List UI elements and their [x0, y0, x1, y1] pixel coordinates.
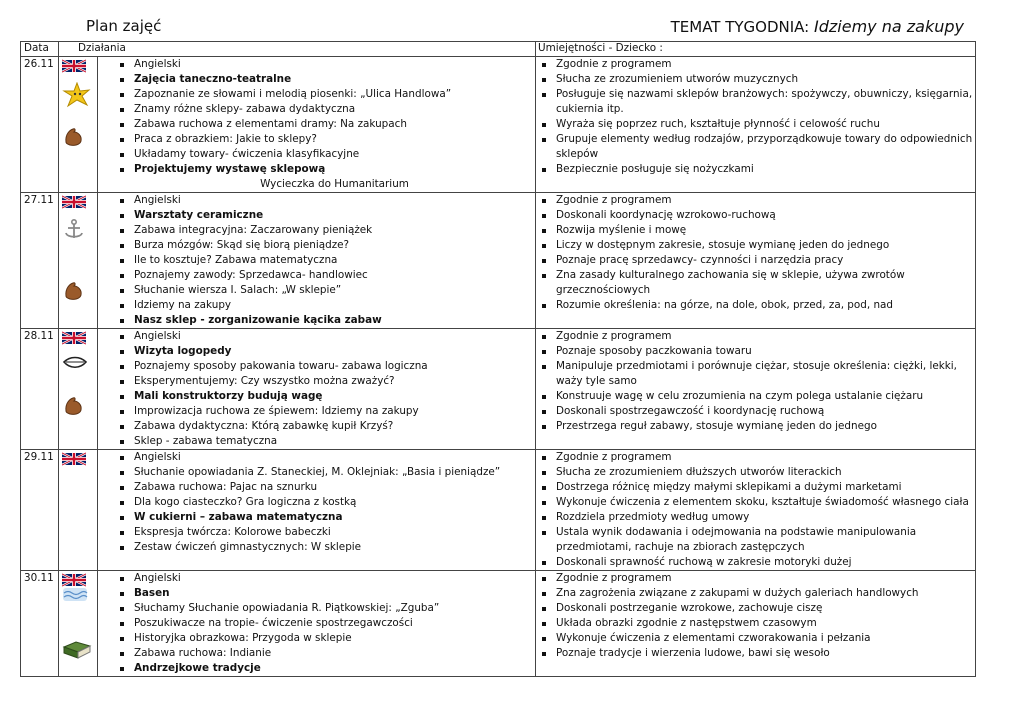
water-icon: [62, 585, 88, 603]
day-activities: [98, 450, 536, 571]
activity-item: Eksperymentujemy: Czy wszystko można zważyć?: [134, 374, 535, 389]
day-icons: [59, 193, 98, 329]
hand-icon: [62, 124, 86, 148]
skill-item: Manipuluje przedmiotami i porównuje ciężar, stosuje określenia: ciężki, lekki, waży tyle samo: [556, 359, 975, 389]
anchor-icon: [62, 218, 86, 242]
activity-item: Sklep - zabawa tematyczna: [134, 434, 535, 449]
skill-list: [536, 450, 975, 570]
skill-item: Konstruuje wagę w celu zrozumienia na czym polega ustalanie ciężaru: [556, 389, 975, 404]
col-header-activities: Działania: [59, 42, 536, 57]
week-theme: [671, 17, 964, 36]
skill-item: Dostrzega różnicę między małymi sklepikami a dużymi marketami: [556, 480, 975, 495]
skill-item: Słucha ze zrozumieniem utworów muzycznych: [556, 72, 975, 87]
skill-item: Bezpiecznie posługuje się nożyczkami: [556, 162, 975, 177]
day-row: [21, 571, 976, 677]
activity-item: Zabawa integracyjna: Zaczarowany pieniążek: [134, 223, 535, 238]
skill-item: Poznaje tradycje i wierzenia ludowe, bawi się wesoło: [556, 646, 975, 661]
skill-item: Posługuje się nazwami sklepów branżowych: spożywczy, obuwniczy, księgarnia, cukiernia itp.: [556, 87, 975, 117]
skill-item: Doskonali spostrzegawczość i koordynację ruchową: [556, 404, 975, 419]
skill-item: Zgodnie z programem: [556, 193, 975, 208]
activity-item: Zabawa ruchowa: Pajac na sznurku: [134, 480, 535, 495]
day-skills: [536, 450, 976, 571]
activity-item: Znamy różne sklepy- zabawa dydaktyczna: [134, 102, 535, 117]
skill-item: Zgodnie z programem: [556, 329, 975, 344]
dancing-star-icon: [62, 82, 92, 108]
activity-list: [98, 57, 535, 192]
activity-item: Ile to kosztuje? Zabawa matematyczna: [134, 253, 535, 268]
uk-flag-icon: [62, 195, 86, 209]
skill-list: [536, 571, 975, 661]
uk-flag-icon: [62, 452, 86, 466]
activity-item: Zabawa ruchowa: Indianie: [134, 646, 535, 661]
skill-item: Zgodnie z programem: [556, 57, 975, 72]
skill-item: Wykonuje ćwiczenia z elementami czworakowania i pełzania: [556, 631, 975, 646]
book-icon: [62, 639, 92, 661]
activity-item: Zestaw ćwiczeń gimnastycznych: W sklepie: [134, 540, 535, 555]
skill-item: Grupuje elementy według rodzajów, przyporządkowuje towary do odpowiednich sklepów: [556, 132, 975, 162]
activity-item: Nasz sklep - zorganizowanie kącika zabaw: [134, 313, 535, 328]
col-header-skills: Umiejętności - Dziecko :: [536, 42, 976, 57]
plan-label: Plan zajęć: [86, 17, 162, 35]
activity-item: Poznajemy sposoby pakowania towaru- zabawa logiczna: [134, 359, 535, 374]
activity-item: Słuchanie wiersza I. Salach: „W sklepie”: [134, 283, 535, 298]
activity-item: Układamy towary- ćwiczenia klasyfikacyjne: [134, 147, 535, 162]
skill-item: Układa obrazki zgodnie z następstwem czasowym: [556, 616, 975, 631]
activity-item: Projektujemy wystawę sklepową: [134, 162, 535, 177]
activity-item: Angielski: [134, 329, 535, 344]
activity-item: Mali konstruktorzy budują wagę: [134, 389, 535, 404]
skill-item: Przestrzega reguł zabawy, stosuje wymianę jeden do jednego: [556, 419, 975, 434]
activity-item: Angielski: [134, 450, 535, 465]
header-row: [21, 42, 976, 57]
activity-item: Zapoznanie ze słowami i melodią piosenki: „Ulica Handlowa”: [134, 87, 535, 102]
skill-item: Rozumie określenia: na górze, na dole, obok, przed, za, pod, nad: [556, 298, 975, 313]
activity-extra: Wycieczka do Humanitarium: [260, 178, 409, 190]
day-skills: [536, 57, 976, 193]
weekly-plan-table: [20, 41, 976, 677]
day-row: [21, 450, 976, 571]
uk-flag-icon: [62, 59, 86, 73]
activity-item: Zabawa dydaktyczna: Którą zabawkę kupił Krzyś?: [134, 419, 535, 434]
col-header-date: Data: [21, 42, 59, 57]
activity-item: Wizyta logopedy: [134, 344, 535, 359]
activity-item: W cukierni – zabawa matematyczna: [134, 510, 535, 525]
skill-item: Poznaje pracę sprzedawcy- czynności i narzędzia pracy: [556, 253, 975, 268]
skill-item: Zna zasady kulturalnego zachowania się w sklepie, używa zwrotów grzecznościowych: [556, 268, 975, 298]
day-skills: [536, 329, 976, 450]
mouth-icon: [62, 354, 88, 372]
activity-item: Andrzejkowe tradycje: [134, 661, 535, 676]
day-date: 28.11: [21, 329, 59, 450]
skill-list: [536, 193, 975, 313]
day-icons: [59, 329, 98, 450]
skill-item: Zgodnie z programem: [556, 450, 975, 465]
day-activities: [98, 329, 536, 450]
hand-icon: [62, 278, 86, 302]
skill-item: Słucha ze zrozumieniem dłuższych utworów literackich: [556, 465, 975, 480]
activity-item: Burza mózgów: Skąd się biorą pieniądze?: [134, 238, 535, 253]
day-row: [21, 193, 976, 329]
activity-item: Warsztaty ceramiczne: [134, 208, 535, 223]
activity-item: Improwizacja ruchowa ze śpiewem: Idziemy na zakupy: [134, 404, 535, 419]
activity-item: Historyjka obrazkowa: Przygoda w sklepie: [134, 631, 535, 646]
skill-item: Rozdziela przedmioty według umowy: [556, 510, 975, 525]
activity-item: Praca z obrazkiem: Jakie to sklepy?: [134, 132, 535, 147]
skill-item: Doskonali postrzeganie wzrokowe, zachowuje ciszę: [556, 601, 975, 616]
day-icons: [59, 571, 98, 677]
activity-item: Ekspresja twórcza: Kolorowe babeczki: [134, 525, 535, 540]
skill-list: [536, 57, 975, 177]
day-activities: [98, 57, 536, 193]
skill-item: Rozwija myślenie i mowę: [556, 223, 975, 238]
uk-flag-icon: [62, 331, 86, 345]
day-date: 29.11: [21, 450, 59, 571]
day-row: [21, 57, 976, 193]
activity-list: [98, 571, 535, 676]
day-icons: [59, 450, 98, 571]
activity-list: [98, 193, 535, 328]
skill-item: Poznaje sposoby paczkowania towaru: [556, 344, 975, 359]
day-skills: [536, 193, 976, 329]
skill-item: Doskonali sprawność ruchową w zakresie motoryki dużej: [556, 555, 975, 570]
skill-list: [536, 329, 975, 434]
activity-item: Dla kogo ciasteczko? Gra logiczna z kostką: [134, 495, 535, 510]
activity-item: Idziemy na zakupy: [134, 298, 535, 313]
skill-item: Wyraża się poprzez ruch, kształtuje płynność i celowość ruchu: [556, 117, 975, 132]
theme-title: Idziemy na zakupy: [814, 17, 964, 36]
skill-item: Zna zagrożenia związane z zakupami w dużych galeriach handlowych: [556, 586, 975, 601]
skill-item: Doskonali koordynację wzrokowo-ruchową: [556, 208, 975, 223]
skill-item: Zgodnie z programem: [556, 571, 975, 586]
activity-item: Angielski: [134, 571, 535, 586]
activity-item: Angielski: [134, 193, 535, 208]
activity-item: Poznajemy zawody: Sprzedawca- handlowiec: [134, 268, 535, 283]
skill-item: Ustala wynik dodawania i odejmowania na podstawie manipulowania przedmiotami, rachuje na zbiorach zastępczych: [556, 525, 975, 555]
day-date: 27.11: [21, 193, 59, 329]
activity-item: Zabawa ruchowa z elementami dramy: Na zakupach: [134, 117, 535, 132]
skill-item: Wykonuje ćwiczenia z elementem skoku, kształtuje świadomość własnego ciała: [556, 495, 975, 510]
day-date: 30.11: [21, 571, 59, 677]
day-skills: [536, 571, 976, 677]
activity-list: [98, 450, 535, 555]
activity-item: Poszukiwacze na tropie- ćwiczenie spostrzegawczości: [134, 616, 535, 631]
activity-item: Angielski: [134, 57, 535, 72]
day-activities: [98, 193, 536, 329]
activity-item: Słuchanie opowiadania Z. Staneckiej, M. Oklejniak: „Basia i pieniądze”: [134, 465, 535, 480]
activity-item: Słuchamy Słuchanie opowiadania R. Piątkowskiej: „Zguba”: [134, 601, 535, 616]
activity-list: [98, 329, 535, 449]
day-icons: [59, 57, 98, 193]
day-row: [21, 329, 976, 450]
skill-item: Liczy w dostępnym zakresie, stosuje wymianę jeden do jednego: [556, 238, 975, 253]
day-activities: [98, 571, 536, 677]
theme-label: TEMAT TYGODNIA:: [670, 18, 810, 36]
page-header: [0, 17, 1024, 39]
hand-icon: [62, 393, 86, 417]
day-date: 26.11: [21, 57, 59, 193]
activity-item: Zajęcia taneczno-teatralne: [134, 72, 535, 87]
activity-item: Basen: [134, 586, 535, 601]
